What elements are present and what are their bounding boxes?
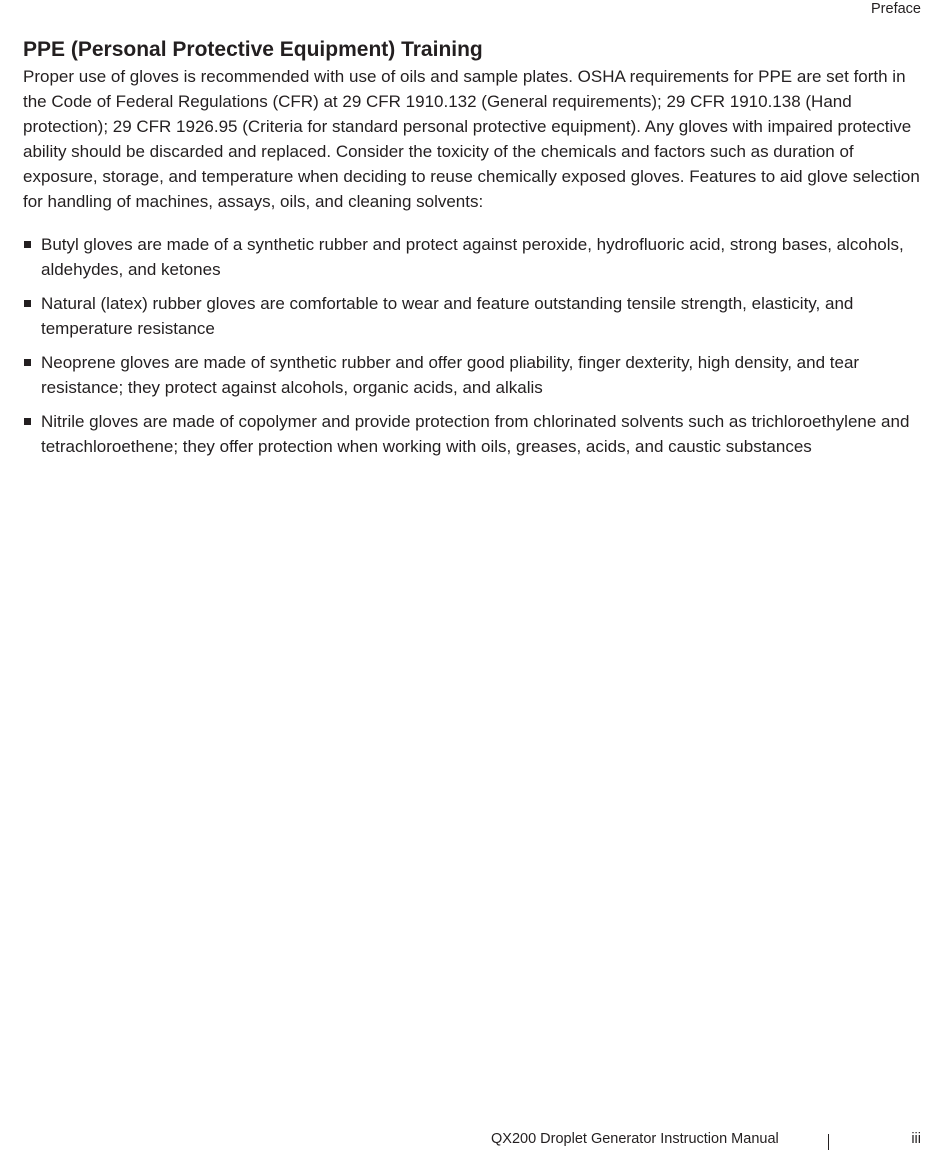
square-bullet-icon [24,241,31,248]
footer-manual-title: QX200 Droplet Generator Instruction Manual [491,1131,779,1147]
list-item [23,291,923,341]
page-content [23,36,923,468]
footer-divider [828,1134,829,1150]
list-item [23,232,923,282]
square-bullet-icon [24,359,31,366]
footer-page-number: iii [911,1131,921,1147]
list-item-text: Neoprene gloves are made of synthetic rubber and offer good pliability, finger dexterity, high density, and tear resistance; they protect against alcohols, organic acids, and alkalis [41,353,860,397]
list-item-text: Nitrile gloves are made of copolymer and provide protection from chlorinated solvents such as trichloroethylene and tetrachloroethene; they offer protection when working with oils, greases, acids, and caustic substances [41,412,910,456]
list-item [23,409,923,459]
list-item-text: Butyl gloves are made of a synthetic rubber and protect against peroxide, hydrofluoric acid, strong bases, alcohols, aldehydes, and ketones [41,235,904,279]
list-item [23,350,923,400]
intro-paragraph: Proper use of gloves is recommended with use of oils and sample plates. OSHA requirements for PPE are set forth in the Code of Federal Regulations (CFR) at 29 CFR 1910.132 (General requirements); 29 CFR 1910.138 (Hand protection); 29 CFR 1926.95 (Criteria for standard personal protective equipment). Any gloves with impaired protective ability should be discarded and replaced. Consider the toxicity of the chemicals and factors such as duration of exposure, storage, and temperature when deciding to reuse chemically exposed gloves. Features to aid glove selection for handling of machines, assays, oils, and cleaning solvents: [23,67,920,211]
square-bullet-icon [24,300,31,307]
glove-list [23,232,923,459]
list-item-text: Natural (latex) rubber gloves are comfortable to wear and feature outstanding tensile strength, elasticity, and temperature resistance [41,294,854,338]
square-bullet-icon [24,418,31,425]
page-footer [0,1131,950,1151]
section-title: PPE (Personal Protective Equipment) Training [23,38,483,61]
running-header-section: Preface [871,1,921,17]
